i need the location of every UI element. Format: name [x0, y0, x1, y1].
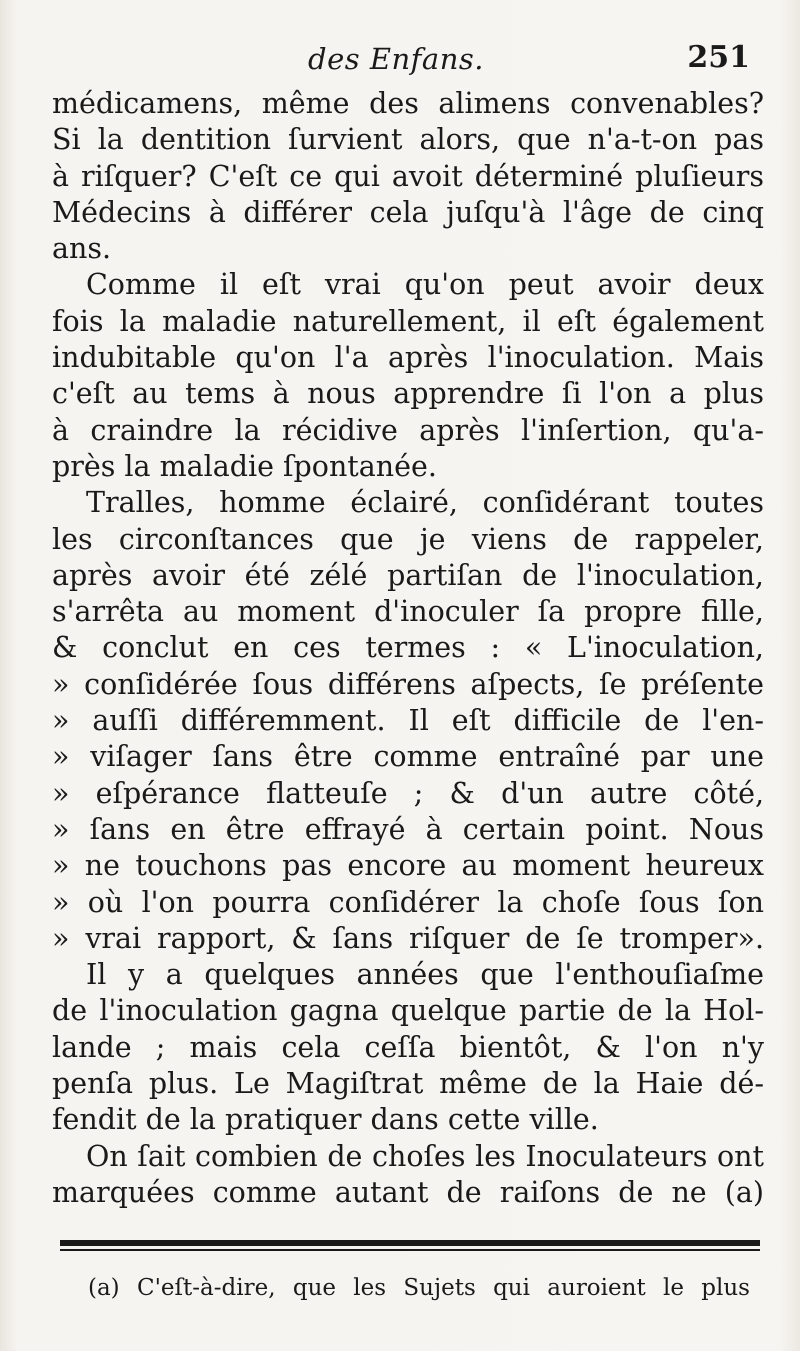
text-line: » ſans en être effrayé à certain point. Nous [52, 812, 764, 846]
text-line: » vrai rapport, & ſans riſquer de ſe tromper». [52, 921, 764, 955]
text-line: Il y a quelques années que l'enthouſiaſme [86, 958, 764, 992]
body-text [52, 86, 764, 1211]
text-line: fois la maladie naturellement, il eſt également [52, 304, 764, 338]
text-line: » auſſi différemment. Il eſt difficile de l'en- [52, 704, 764, 738]
text-line: » où l'on pourra conſidérer la choſe ſous ſon [52, 885, 764, 919]
text-line: les circonſtances que je viens de rappeler, [52, 522, 764, 556]
text-line: ans. [52, 232, 112, 266]
text-line: de l'inoculation gagna quelque partie de la Hol- [52, 994, 764, 1028]
footnote: (a) C'eſt-à-dire, que les Sujets qui auroient le plus [88, 1275, 750, 1301]
footnote-rule-thin [60, 1249, 760, 1251]
text-line: lande ; mais cela ceſſa bientôt, & l'on n'y [52, 1030, 764, 1064]
text-line: penſa plus. Le Magiſtrat même de la Haie dé- [52, 1067, 764, 1101]
text-line: médicamens, même des alimens convenables? [52, 87, 764, 120]
text-line: après avoir été zélé partiſan de l'inoculation, [52, 558, 764, 592]
text-line: Comme il eſt vrai qu'on peut avoir deux [86, 268, 764, 302]
text-line: » conſidérée ſous différens aſpects, ſe préſente [52, 667, 764, 701]
running-head: des Enfans. [308, 42, 484, 76]
text-line: à craindre la récidive après l'inſertion, qu'a- [52, 413, 764, 447]
footnote-rule-thick [60, 1240, 760, 1246]
text-line: & conclut en ces termes : « L'inoculation, [52, 631, 764, 665]
text-line: Tralles, homme éclairé, conſidérant toutes [86, 486, 764, 520]
footnote-rule [60, 1240, 760, 1251]
text-line: On ſait combien de choſes les Inoculateurs ont [86, 1139, 764, 1173]
text-line: » viſager ſans être comme entraîné par une [52, 740, 764, 774]
text-line: indubitable qu'on l'a après l'inoculation. Mais [52, 341, 764, 375]
page-number: 251 [687, 40, 750, 75]
text-line: » ne touchons pas encore au moment heureux [52, 849, 764, 883]
text-line: Médecins à différer cela juſqu'à l'âge de cinq [52, 195, 764, 229]
text-line: c'eſt au tems à nous apprendre ſi l'on a plus [52, 377, 764, 411]
text-line: Si la dentition ſurvient alors, que n'a-t-on pas [52, 123, 764, 157]
text-line: fendit de la pratiquer dans cette ville. [52, 1103, 599, 1137]
text-line: près la maladie ſpontanée. [52, 449, 437, 483]
text-line: s'arrêta au moment d'inoculer ſa propre fille, [52, 595, 764, 629]
text-line: à riſquer? C'eſt ce qui avoit déterminé pluſieurs [52, 159, 764, 193]
text-line: marquées comme autant de raiſons de ne (a) [52, 1175, 764, 1209]
page-header [300, 42, 750, 82]
text-line: » eſpérance flatteuſe ; & d'un autre côté, [52, 776, 764, 810]
